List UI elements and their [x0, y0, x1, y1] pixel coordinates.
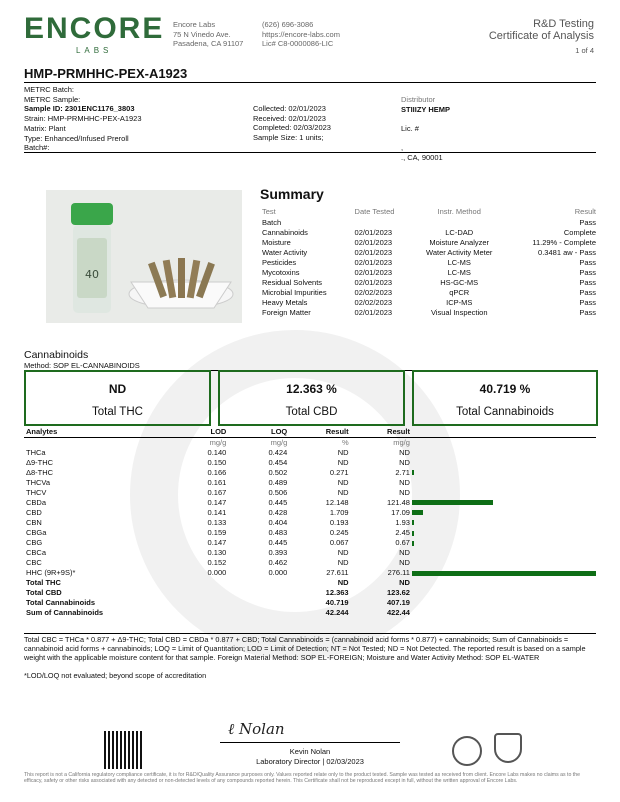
analyte-name: Δ8-THC [26, 467, 54, 477]
summary-cell: Batch [262, 217, 282, 227]
analyte-bar [412, 520, 414, 525]
analyte-row [24, 548, 596, 558]
analyte-name: CBC [26, 558, 42, 568]
encore-labs-logo [24, 14, 164, 55]
analyte-lod: 0.166 [207, 467, 227, 477]
received-date: Received: 02/01/2023 [253, 113, 326, 123]
analyte-lod: 0.150 [207, 457, 227, 467]
summary-cell: ICP-MS [446, 298, 473, 308]
lab-license: Lic# C8-0000086-LIC [262, 39, 334, 48]
distributor-license: Lic. # [401, 124, 419, 134]
analyte-lod: 0.141 [207, 507, 227, 517]
cannabinoids-method: Method: SOP EL-CANNABINOIDS [24, 361, 140, 370]
analyte-row [24, 527, 596, 537]
completed-date: Completed: 02/03/2023 [253, 123, 331, 133]
summary-cell: LC-DAD [445, 227, 474, 237]
logo-subtext: LABS [75, 46, 113, 55]
summary-cell: Moisture [262, 237, 291, 247]
analyte-name: THCV [26, 487, 47, 497]
analyte-pct: ND [337, 548, 349, 558]
summary-cell: 02/01/2023 [354, 237, 393, 247]
analyte-pct: 0.271 [329, 467, 349, 477]
summary-cell: Complete [563, 227, 596, 237]
unit-mg: mg/g [393, 437, 410, 447]
product-photo [46, 190, 242, 323]
analyte-bar [412, 541, 414, 546]
analyte-bar-cell [412, 497, 596, 507]
analyte-bar [412, 510, 423, 515]
title-divider [24, 82, 596, 83]
analyte-mg: 121.48 [387, 497, 410, 507]
total-empty [228, 578, 289, 588]
summary-cell: 02/01/2023 [354, 257, 393, 267]
analyte-name: CBGa [26, 527, 47, 537]
metrc-sample: METRC Sample: [24, 94, 81, 104]
total-thc-value: ND [108, 382, 127, 396]
signature-image: ℓ Nolan [228, 720, 285, 738]
analyte-row [24, 447, 596, 457]
unit-lod: mg/g [209, 437, 227, 447]
analyte-loq: 0.483 [268, 527, 288, 537]
analyte-pct: 12.148 [325, 497, 349, 507]
analyte-pct: 27.611 [326, 568, 349, 578]
analyte-lod: 0.167 [207, 487, 227, 497]
analyte-row [24, 467, 596, 477]
summary-header-method: Instr. Method [437, 206, 481, 216]
analyte-row [24, 517, 596, 527]
analyte-row [24, 487, 596, 497]
summary-cell: Moisture Analyzer [429, 237, 490, 247]
analyte-loq: 0.445 [268, 538, 288, 548]
summary-row [260, 257, 598, 267]
total-empty [412, 598, 596, 608]
analyte-bar-cell [412, 517, 596, 527]
total-cbd-label: Total CBD [285, 406, 338, 418]
analyte-pct: ND [337, 558, 349, 568]
analyte-lod: 0.147 [207, 538, 227, 548]
analyte-pct: ND [337, 447, 349, 457]
analyte-mg: ND [399, 457, 410, 467]
analyte-lod: 0.130 [207, 548, 227, 558]
analyte-mg: ND [399, 447, 410, 457]
total-mg: 123.62 [387, 588, 410, 598]
summary-cell: HS-GC-MS [440, 278, 479, 288]
analyte-bar-cell [412, 487, 596, 497]
summary-cell: Microbial Impurities [262, 288, 327, 298]
total-mg: ND [399, 578, 410, 588]
summary-row [260, 288, 598, 298]
distributor-address1: , [401, 143, 404, 153]
total-name: Total THC [26, 578, 61, 588]
analyte-pct: 0.067 [329, 538, 349, 548]
analyte-bar [412, 470, 414, 475]
lab-name: Encore Labs [173, 20, 216, 29]
lab-address-line2: Pasadena, CA 91107 [173, 39, 244, 48]
summary-cell: LC-MS [447, 257, 471, 267]
summary-cell: Pass [579, 308, 596, 318]
sample-id: Sample ID: 2301ENC1176_3803 [24, 104, 135, 114]
matrix: Matrix: Plant [24, 123, 66, 133]
lab-phone: (626) 696-3086 [262, 20, 314, 29]
summary-cell: Pass [579, 257, 596, 267]
total-empty [228, 608, 289, 618]
analyte-name: THCa [26, 447, 46, 457]
analyte-mg: ND [399, 487, 410, 497]
analyte-lod: 0.000 [207, 568, 227, 578]
analyte-loq: 0.428 [268, 507, 288, 517]
analyte-loq: 0.489 [268, 477, 288, 487]
header-result-pct: Result [289, 427, 350, 437]
analyte-lod: 0.159 [207, 527, 227, 537]
analyte-bar [412, 531, 414, 536]
total-empty [158, 588, 228, 598]
summary-cell: 02/01/2023 [354, 247, 393, 257]
analyte-mg: 2.45 [395, 527, 410, 537]
qr-code[interactable] [104, 731, 142, 769]
analyte-row [24, 568, 596, 578]
analyte-mg: ND [399, 548, 410, 558]
signatory-name: Kevin Nolan [289, 747, 331, 756]
summary-row [260, 298, 598, 308]
header-lod: LOD [158, 427, 228, 437]
summary-cell: 02/01/2023 [354, 278, 393, 288]
signatory-role: Laboratory Director | 02/03/2023 [256, 757, 364, 766]
analyte-mg: 17.09 [391, 507, 410, 517]
analyte-bar-cell [412, 467, 596, 477]
analyte-bar-cell [412, 568, 596, 578]
sample-size: Sample Size: 1 units; [253, 133, 324, 143]
analyte-bar [412, 500, 493, 505]
analyte-bar-cell [412, 548, 596, 558]
distributor-name: STIIIZY HEMP [401, 104, 451, 114]
lab-address-line1: 75 N Vinedo Ave. [173, 29, 231, 39]
summary-cell: Mycotoxins [262, 268, 300, 278]
table-bottom-divider [24, 633, 596, 634]
analyte-name: CBCa [26, 548, 47, 558]
cannabinoids-table [24, 427, 596, 618]
total-cannabinoids-box [412, 370, 598, 426]
total-empty [228, 588, 289, 598]
total-pct: 40.719 [325, 598, 349, 608]
analyte-loq: 0.502 [268, 467, 288, 477]
header-bar [412, 427, 596, 437]
summary-cell: 11.29% - Complete [532, 237, 596, 247]
summary-cell: 02/02/2023 [354, 288, 393, 298]
total-mg: 407.19 [387, 598, 410, 608]
summary-cell: 0.3481 aw - Pass [538, 247, 596, 257]
analyte-bar-cell [412, 538, 596, 548]
logo-wordmark: ENCORE [24, 12, 165, 45]
summary-cell: Visual Inspection [430, 308, 488, 318]
analyte-mg: 276.11 [387, 568, 410, 578]
summary-row [260, 237, 598, 247]
unit-pct: % [341, 437, 349, 447]
analyte-name: CBDa [26, 497, 47, 507]
summary-row [260, 267, 598, 277]
summary-cell: 02/01/2023 [354, 268, 393, 278]
total-row [24, 588, 596, 598]
analyte-loq: 0.404 [268, 517, 288, 527]
total-mg: 422.44 [387, 608, 410, 618]
summary-cell: Pass [579, 288, 596, 298]
summary-cell: Pass [579, 278, 596, 288]
summary-cell: LC-MS [447, 268, 471, 278]
analyte-name: CBG [26, 538, 43, 548]
total-cbd-box [218, 370, 405, 426]
analyte-mg: ND [399, 477, 410, 487]
total-pct: ND [337, 578, 349, 588]
page-title: HMP-PRMHHC-PEX-A1923 [24, 66, 188, 81]
analyte-lod: 0.161 [207, 477, 227, 487]
summary-row [260, 308, 598, 318]
lod-note: *LOD/LOQ not evaluated; beyond scope of accreditation [24, 671, 207, 680]
sample-info-left [24, 85, 142, 153]
summary-cell [353, 217, 412, 227]
analyte-name: HHC (9R+9S)* [26, 568, 76, 578]
unit-loq: mg/g [270, 437, 288, 447]
unit-analyte [24, 437, 158, 447]
distributor-address2: ., CA, 90001 [401, 153, 443, 163]
analyte-bar-cell [412, 507, 596, 517]
total-cannabinoids-label: Total Cannabinoids [456, 406, 554, 418]
sample-dates [253, 104, 331, 143]
summary-cell: 02/01/2023 [354, 308, 393, 318]
analyte-mg: 1.93 [395, 517, 410, 527]
accreditation-logo [494, 733, 522, 763]
summary-title: Summary [260, 186, 324, 202]
analyte-lod: 0.140 [207, 447, 227, 457]
total-empty [158, 598, 228, 608]
analyte-pct: ND [337, 457, 349, 467]
summary-cell: Pass [579, 268, 596, 278]
total-row [24, 608, 596, 618]
ilac-mra-logo [452, 736, 482, 766]
analyte-bar-cell [412, 558, 596, 568]
total-empty [158, 578, 228, 588]
analyte-loq: 0.462 [268, 558, 288, 568]
summary-cell: Water Activity [262, 247, 308, 257]
summary-cell: Foreign Matter [262, 308, 311, 318]
report-header [489, 18, 594, 55]
analyte-pct: 0.245 [329, 527, 349, 537]
analyte-mg: 0.67 [395, 538, 410, 548]
analyte-row [24, 558, 596, 568]
svg-text:40: 40 [85, 268, 99, 281]
total-empty [412, 608, 596, 618]
disclaimer: This report is not a California regulatory compliance certificate, it is for R&D/Quality Assurance purposes only. Values reported relate only to the product tested. Sample was tested as received from client. Encore Labs makes no claims as to the efficacy, safety or other risks associated with any detected or non-detected levels of any compounds reported herein. This Certificate shall not be reproduced except in full, without the written approval of Encore Labs. [24, 772, 580, 785]
analyte-pct: 1.709 [329, 507, 349, 517]
summary-cell: Cannabinoids [262, 227, 308, 237]
summary-table [260, 205, 598, 318]
analyte-row [24, 457, 596, 467]
total-name: Total Cannabinoids [26, 598, 96, 608]
total-name: Total CBD [26, 588, 62, 598]
summary-header-test: Test [262, 206, 276, 216]
total-empty [412, 588, 596, 598]
metrc-batch: METRC Batch: [24, 85, 75, 94]
analyte-mg: 2.71 [395, 467, 410, 477]
analyte-lod: 0.147 [207, 497, 227, 507]
analyte-name: THCVa [26, 477, 51, 487]
summary-header-result: Result [574, 206, 596, 216]
summary-row [260, 217, 598, 227]
summary-cell: Pass [579, 217, 596, 227]
lab-url[interactable]: https://encore-labs.com [262, 29, 340, 39]
formula-notes: Total CBC = THCa * 0.877 + Δ9-THC; Total CBD = CBDa * 0.877 + CBD; Total Cannabinoids = (cannabinoid acid forms * 0.877) + cannabinoids; Sum of Cannabinoids = cannabinoid acid forms + cannabinoids; LOQ = Limit of Quantitation; LOD = Limit of Detection; NT = Not Tested; ND = Not Detected. The reported result is based on a sample weight with the applicable moisture content for that sample. Foreign Material Method: SOP EL-FOREIGN; Moisture and Water Activity Method: SOP EL-WATER [24, 635, 586, 662]
total-row [24, 598, 596, 608]
analyte-pct: ND [337, 477, 349, 487]
report-subtype: Certificate of Analysis [488, 30, 594, 42]
summary-cell: Water Activity Meter [426, 247, 493, 257]
distributor-label: Distributor [401, 95, 436, 104]
analyte-row [24, 507, 596, 517]
total-cbd-value: 12.363 % [286, 382, 337, 396]
total-thc-box [24, 370, 211, 426]
total-pct: 42.244 [325, 608, 349, 618]
summary-cell: Heavy Metals [262, 298, 308, 308]
batch: Batch#: [24, 143, 50, 153]
summary-row [260, 227, 598, 237]
analyte-lod: 0.133 [207, 517, 227, 527]
sample-type: Type: Enhanced/Infused Preroll [24, 133, 129, 143]
summary-cell: Pesticides [262, 257, 297, 267]
report-type: R&D Testing [533, 18, 594, 30]
analyte-lod: 0.152 [207, 558, 227, 568]
summary-cell: 02/02/2023 [354, 298, 393, 308]
summary-cell [412, 217, 507, 227]
analyte-bar-cell [412, 477, 596, 487]
analyte-bar-cell [412, 527, 596, 537]
total-empty [412, 578, 596, 588]
analyte-loq: 0.424 [268, 447, 288, 457]
header-result-mg: Result [351, 427, 412, 437]
analyte-loq: 0.506 [268, 487, 288, 497]
cannabinoids-title: Cannabinoids [24, 349, 89, 361]
analyte-pct: ND [337, 487, 349, 497]
summary-cell: 02/01/2023 [354, 227, 393, 237]
analyte-name: Δ9-THC [26, 457, 54, 467]
page-number: 1 of 4 [575, 46, 594, 55]
total-row [24, 578, 596, 588]
lab-contact [262, 20, 340, 49]
total-empty [158, 608, 228, 618]
analyte-bar-cell [412, 447, 596, 457]
analyte-loq: 0.445 [268, 497, 288, 507]
signature-line [220, 742, 400, 743]
total-thc-label: Total THC [92, 406, 143, 418]
info-divider [24, 152, 596, 153]
analyte-pct: 0.193 [329, 517, 349, 527]
strain: Strain: HMP-PRMHHC-PEX-A1923 [24, 114, 142, 124]
analyte-row [24, 497, 596, 507]
analyte-bar-cell [412, 457, 596, 467]
analyte-loq: 0.000 [268, 568, 288, 578]
analyte-name: CBN [26, 517, 42, 527]
analyte-row [24, 538, 596, 548]
summary-cell: Pass [579, 298, 596, 308]
summary-cell: qPCR [449, 288, 470, 298]
header-analytes: Analytes [24, 427, 158, 437]
summary-row [260, 247, 598, 257]
collected-date: Collected: 02/01/2023 [253, 104, 326, 113]
summary-header-date: Date Tested [354, 206, 395, 216]
analyte-loq: 0.393 [268, 548, 288, 558]
total-name: Sum of Cannabinoids [26, 608, 104, 618]
analyte-mg: ND [399, 558, 410, 568]
total-cannabinoids-value: 40.719 % [479, 382, 531, 396]
analyte-loq: 0.454 [268, 457, 288, 467]
signatory [220, 747, 400, 767]
lab-address [173, 20, 243, 49]
analyte-bar [412, 571, 596, 576]
total-empty [228, 598, 289, 608]
analyte-name: CBD [26, 507, 42, 517]
summary-row [260, 278, 598, 288]
total-pct: 12.363 [325, 588, 349, 598]
analyte-row [24, 477, 596, 487]
header-loq: LOQ [228, 427, 289, 437]
summary-cell: Residual Solvents [262, 278, 323, 288]
